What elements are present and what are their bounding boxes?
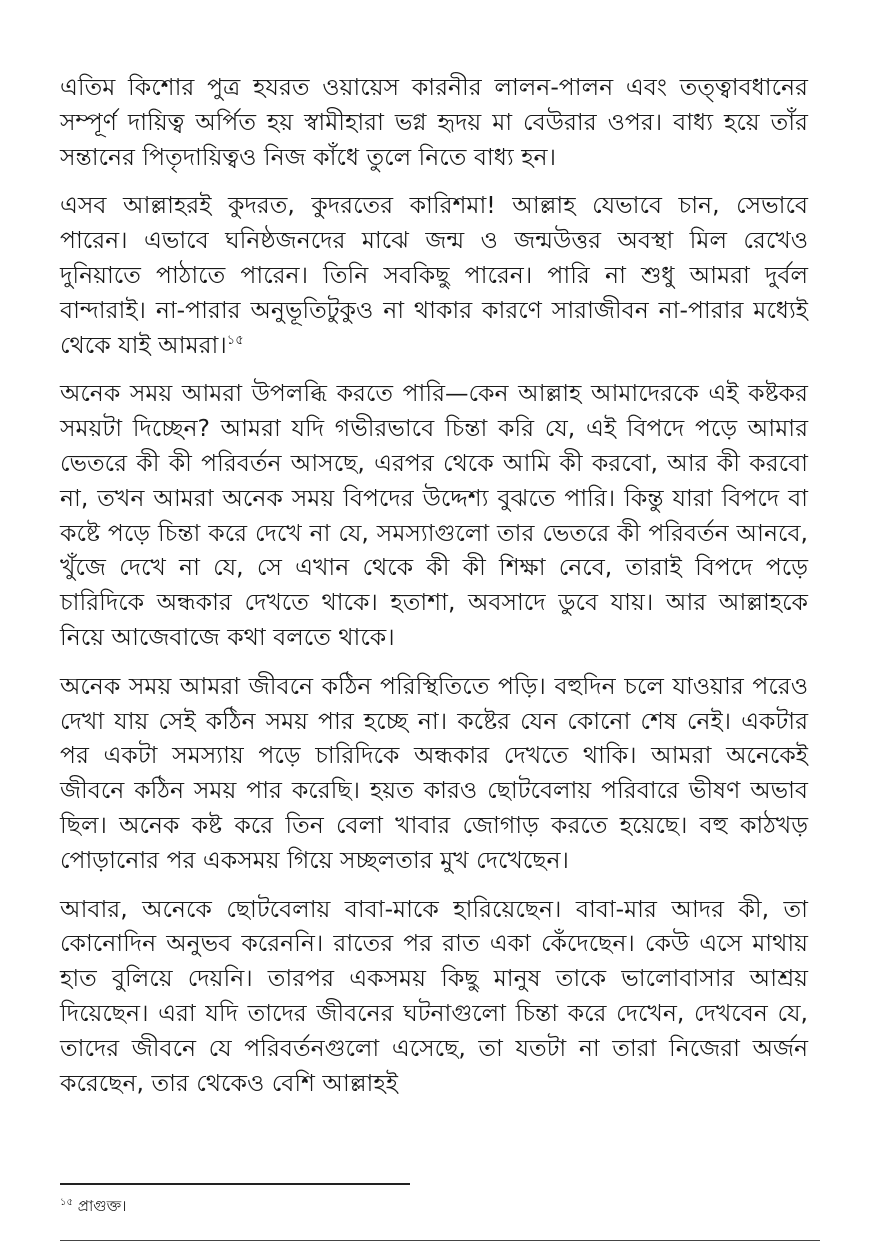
paragraph-1-text: এতিম কিশোর পুত্র হযরত ওয়ায়েস কারনীর লালন-পালন এবং তত্ত্বাবধানের সম্পূর্ণ দায়িত্ব অর্পিত হয় স্বামীহারা ভগ্ন হৃদয় মা বেউরার ওপর। বাধ্য হয়ে তাঁর সন্তানের পিতৃদায়িত্বও নিজ কাঁধে তুলে নিতে বাধ্য হন। <box>60 73 808 171</box>
paragraph-2-text: এসব আল্লাহরই কুদরত, কুদরতের কারিশমা! আল্লাহ যেভাবে চান, সেভাবে পারেন। এভাবে ঘনিষ্ঠজনদের মাঝে জন্ম ও জন্মউত্তর অবস্থা মিল রেখেও দুনিয়াতে পাঠাতে পারেন। তিনি সবকিছু পারেন। পারি না শুধু আমরা দুর্বল বান্দারাই। না-পারার অনুভূতিটুকুও না থাকার কারণে সারাজীবন না-পারার মধ্যেই থেকে যাই আমরা। <box>60 191 808 359</box>
footnote <box>60 1196 127 1216</box>
paragraph-4 <box>60 669 808 878</box>
footnote-reference: ১৫ <box>226 332 244 348</box>
paragraph-4-text: অনেক সময় আমরা জীবনে কঠিন পরিস্থিতিতে পড়ি। বহুদিন চলে যাওয়ার পরেও দেখা যায় সেই কঠিন সময় পার হচ্ছে না। কষ্টের যেন কোনো শেষ নেই। একটার পর একটা সমস্যায় পড়ে চারিদিকে অন্ধকার দেখতে থাকি। আমরা অনেকেই জীবনে কঠিন সময় পার করেছি। হয়ত কারও ছোটবেলায় পরিবারে ভীষণ অভাব ছিল। অনেক কষ্ট করে তিন বেলা খাবার জোগাড় করতে হয়েছে। বহু কাঠখড় পোড়ানোর পর একসময় গিয়ে সচ্ছলতার মুখ দেখেছেন। <box>60 671 808 874</box>
paragraph-3-text: অনেক সময় আমরা উপলব্ধি করতে পারি—কেন আল্লাহ আমাদেরকে এই কষ্টকর সময়টা দিচ্ছেন? আমরা যদি গভীরভাবে চিন্তা করি যে, এই বিপদে পড়ে আমার ভেতরে কী কী পরিবর্তন আসছে, এরপর থেকে আমি কী করবো, আর কী করবো না, তখন আমরা অনেক সময় বিপদের উদ্দেশ্য বুঝতে পারি। কিন্তু যারা বিপদে বা কষ্টে পড়ে চিন্তা করে দেখে না যে, সমস্যাগুলো তার ভেতরে কী পরিবর্তন আনবে, খুঁজে দেখে না যে, সে এখান থেকে কী কী শিক্ষা নেবে, তারাই বিপদে পড়ে চারিদিকে অন্ধকার দেখতে থাকে। হতাশা, অবসাদে ডুবে যায়। আর আল্লাহকে নিয়ে আজেবাজে কথা বলতে থাকে। <box>60 379 808 651</box>
footnote-text: প্রাগুক্ত। <box>77 1197 127 1215</box>
paragraph-1 <box>60 70 808 174</box>
footnote-mark: ১৫ <box>60 1197 73 1208</box>
paragraph-3 <box>60 376 808 654</box>
page-bottom-edge <box>60 1240 820 1241</box>
paragraph-5 <box>60 892 808 1101</box>
body-text <box>60 70 808 1114</box>
paragraph-2 <box>60 188 808 362</box>
paragraph-5-text: আবার, অনেকে ছোটবেলায় বাবা-মাকে হারিয়েছেন। বাবা-মার আদর কী, তা কোনোদিন অনুভব করেননি। রাতের পর রাত একা কেঁদেছেন। কেউ এসে মাথায় হাত বুলিয়ে দেয়নি। তারপর একসময় কিছু মানুষ তাকে ভালোবাসার আশ্রয় দিয়েছেন। এরা যদি তাদের জীবনের ঘটনাগুলো চিন্তা করে দেখেন, দেখবেন যে, তাদের জীবনে যে পরিবর্তনগুলো এসেছে, তা যতটা না তারা নিজেরা অর্জন করেছেন, তার থেকেও বেশি আল্লাহই <box>60 894 808 1097</box>
footnote-divider <box>60 1183 410 1185</box>
